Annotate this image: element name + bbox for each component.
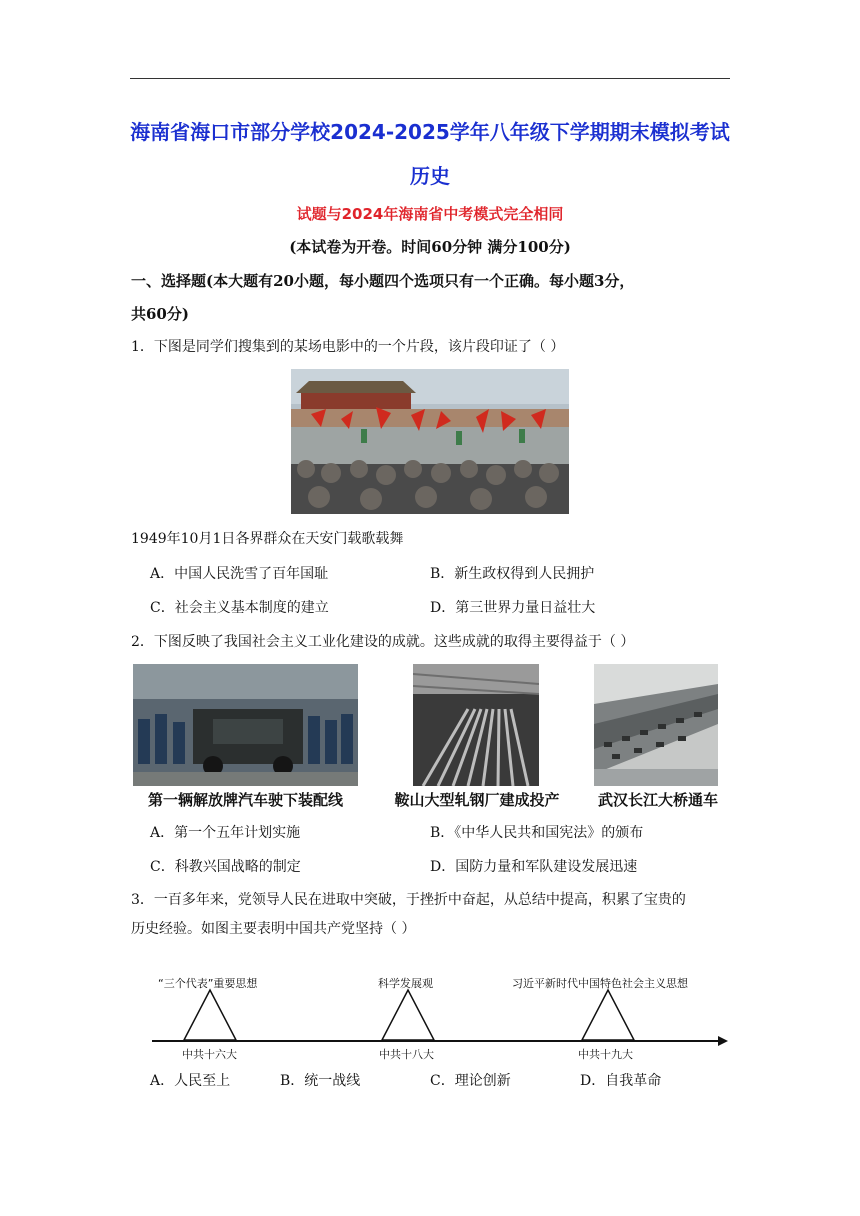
q2-caption-bridge: 武汉长江大桥通车: [597, 791, 718, 809]
exam-title: 海南省海口市部分学校2024-2025学年八年级下学期期末模拟考试: [130, 120, 730, 144]
q2-photo-truck: [133, 664, 358, 786]
timeline-label-three-represents: “三个代表”重要思想: [158, 977, 258, 990]
q1-stem: 1．下图是同学们搜集到的某场电影中的一个片段，该片段印证了（ ）: [131, 339, 565, 355]
timeline-node-16th: 中共十六大: [182, 1048, 237, 1061]
q2-caption-steel: 鞍山大型轧钢厂建成投产: [394, 791, 560, 809]
q2-photo-steel-mill: [413, 664, 539, 786]
q1-option-b[interactable]: B．新生政权得到人民拥护: [430, 566, 595, 582]
subject-title: 历史: [410, 164, 450, 188]
q3-option-b[interactable]: B．统一战线: [280, 1073, 361, 1089]
q2-option-a[interactable]: A．第一个五年计划实施: [150, 825, 301, 841]
timeline-label-xi-thought: 习近平新时代中国特色社会主义思想: [512, 977, 688, 990]
header-rule: [130, 78, 730, 79]
exam-info: (本试卷为开卷。时间60分钟 满分100分): [289, 238, 571, 256]
q3-stem-line2: 历史经验。如图主要表明中国共产党坚持（ ）: [131, 921, 416, 937]
section-heading-line2: 共60分): [131, 305, 189, 323]
q1-photo-tiananmen: [291, 369, 569, 514]
timeline-label-scientific-outlook: 科学发展观: [378, 977, 433, 990]
q2-stem: 2．下图反映了我国社会主义工业化建设的成就。这些成就的取得主要得益于（ ）: [131, 634, 635, 650]
q1-option-d[interactable]: D．第三世界力量日益壮大: [430, 600, 596, 616]
section-heading-line1: 一、选择题(本大题有20小题，每小题四个选项只有一个正确。每小题3分，: [131, 272, 635, 290]
q2-option-b[interactable]: B．《中华人民共和国宪法》的颁布: [430, 825, 644, 841]
q2-option-c[interactable]: C．科教兴国战略的制定: [150, 859, 301, 875]
timeline-node-18th: 中共十八大: [379, 1048, 434, 1061]
q3-option-d[interactable]: D．自我革命: [580, 1073, 662, 1089]
q1-option-a[interactable]: A．中国人民洗雪了百年国耻: [150, 566, 329, 582]
q3-option-a[interactable]: A．人民至上: [150, 1073, 231, 1089]
q1-caption: 1949年10月1日各界群众在天安门载歌载舞: [131, 531, 404, 547]
q2-photo-yangtze-bridge: [594, 664, 718, 786]
q1-option-c[interactable]: C．社会主义基本制度的建立: [150, 600, 329, 616]
q3-stem-line1: 3．一百多年来，党领导人民在进取中突破，于挫折中奋起，从总结中提高，积累了宝贵的: [131, 892, 686, 908]
q3-option-c[interactable]: C．理论创新: [430, 1073, 511, 1089]
timeline-node-19th: 中共十九大: [578, 1048, 633, 1061]
exam-notice: 试题与2024年海南省中考模式完全相同: [296, 205, 564, 223]
q2-option-d[interactable]: D．国防力量和军队建设发展迅速: [430, 859, 638, 875]
q2-caption-truck: 第一辆解放牌汽车驶下装配线: [147, 791, 343, 809]
